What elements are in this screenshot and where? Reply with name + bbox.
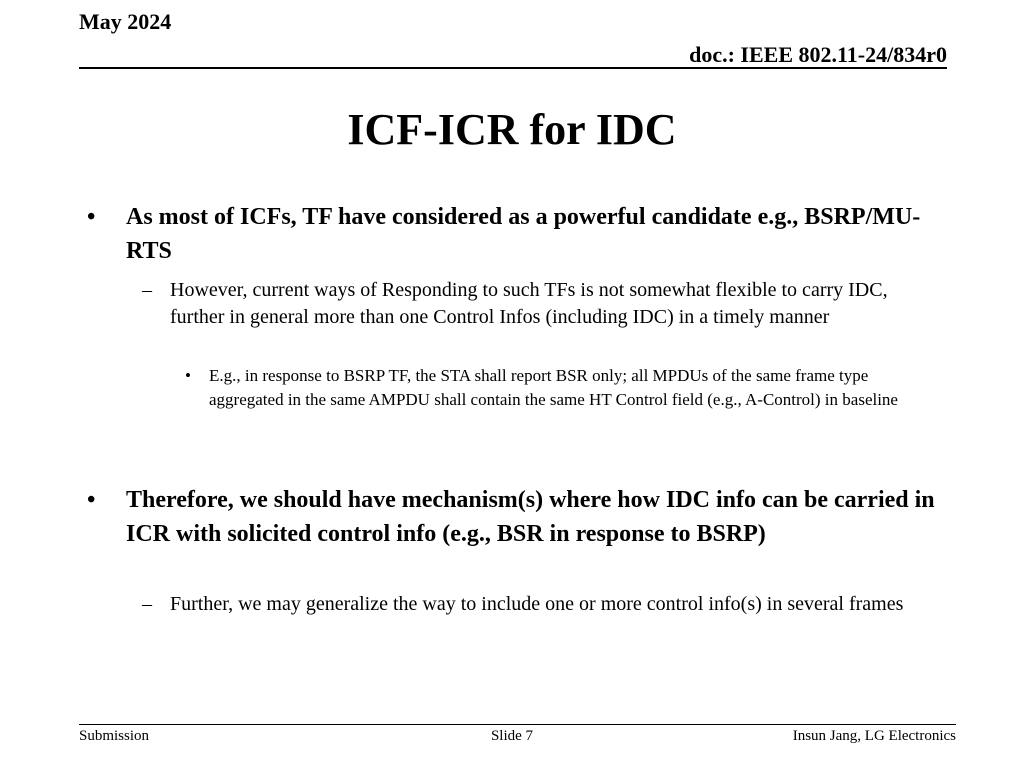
bullet-1-sub-1-sub-1 [185, 364, 944, 411]
bullet-marker: • [87, 487, 96, 513]
bullet-2 [87, 483, 936, 551]
bullet-1-sub-1 [142, 277, 910, 331]
bullet-2-sub-1 [142, 591, 910, 618]
footer-divider [79, 724, 956, 725]
bullet-1 [87, 200, 936, 268]
dash-marker: – [142, 279, 152, 301]
bullet-1-text: As most of ICFs, TF have considered as a powerful candidate e.g., BSRP/MU-RTS [126, 204, 921, 264]
header-date: May 2024 [79, 9, 172, 34]
bullet-2-sub-1-text: Further, we may generalize the way to include one or more control info(s) in several frames [170, 593, 904, 615]
footer-author: Insun Jang, LG Electronics [792, 728, 956, 744]
bullet-1-sub-1-sub-1-text: E.g., in response to BSRP TF, the STA shall report BSR only; all MPDUs of the same frame type aggregated in the same AMPDU shall contain the same HT Control field (e.g., A-Control) in baseline [209, 366, 898, 409]
footer-submission: Submission [79, 728, 150, 744]
bullet-2-text: Therefore, we should have mechanism(s) where how IDC info can be carried in ICR with solicited control info (e.g., BSR in response to BSRP) [126, 487, 935, 547]
bullet-1-sub-1-text: However, current ways of Responding to such TFs is not somewhat flexible to carry IDC, further in general more than one Control Infos (including IDC) in a timely manner [170, 279, 888, 328]
header-document-id: doc.: IEEE 802.11-24/834r0 [689, 42, 947, 67]
dash-marker: – [142, 593, 152, 615]
bullet-marker: • [87, 204, 96, 230]
bullet-marker-small: • [185, 366, 191, 385]
slide-title: ICF-ICR for IDC [347, 105, 677, 154]
footer-slide-number: Slide 7 [490, 728, 534, 744]
